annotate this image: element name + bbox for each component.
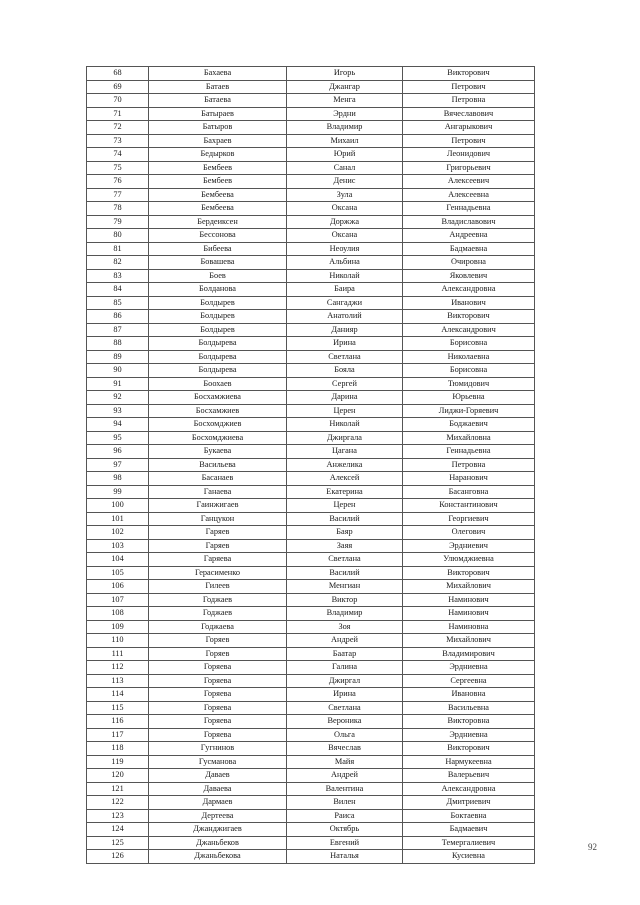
last-name-cell: Бахаева — [149, 67, 287, 81]
table-row — [87, 229, 535, 243]
row-number-cell: 119 — [87, 755, 149, 769]
table-row — [87, 404, 535, 418]
patronymic-cell: Борисовна — [403, 337, 535, 351]
first-name-cell: Михаил — [287, 134, 403, 148]
row-number-cell: 84 — [87, 283, 149, 297]
first-name-cell: Баяр — [287, 526, 403, 540]
row-number-cell: 73 — [87, 134, 149, 148]
last-name-cell: Боохаев — [149, 377, 287, 391]
first-name-cell: Доржжа — [287, 215, 403, 229]
patronymic-cell: Вячеславович — [403, 107, 535, 121]
last-name-cell: Годжаева — [149, 620, 287, 634]
last-name-cell: Бедырков — [149, 148, 287, 162]
first-name-cell: Сергей — [287, 377, 403, 391]
patronymic-cell: Викторович — [403, 67, 535, 81]
first-name-cell: Николай — [287, 269, 403, 283]
table-row — [87, 782, 535, 796]
row-number-cell: 100 — [87, 499, 149, 513]
first-name-cell: Вилен — [287, 796, 403, 810]
last-name-cell: Горяев — [149, 647, 287, 661]
patronymic-cell: Алексеевич — [403, 175, 535, 189]
last-name-cell: Горяева — [149, 728, 287, 742]
patronymic-cell: Бадмаевич — [403, 823, 535, 837]
row-number-cell: 124 — [87, 823, 149, 837]
patronymic-cell: Викторович — [403, 566, 535, 580]
row-number-cell: 111 — [87, 647, 149, 661]
last-name-cell: Ганцукон — [149, 512, 287, 526]
patronymic-cell: Николаевна — [403, 350, 535, 364]
table-row — [87, 377, 535, 391]
patronymic-cell: Наминовна — [403, 620, 535, 634]
row-number-cell: 82 — [87, 256, 149, 270]
row-number-cell: 113 — [87, 674, 149, 688]
table-row — [87, 202, 535, 216]
patronymic-cell: Петровна — [403, 94, 535, 108]
patronymic-cell: Владимирович — [403, 647, 535, 661]
table-row — [87, 188, 535, 202]
first-name-cell: Бояла — [287, 364, 403, 378]
first-name-cell: Владимир — [287, 121, 403, 135]
last-name-cell: Бессонова — [149, 229, 287, 243]
patronymic-cell: Андреевна — [403, 229, 535, 243]
first-name-cell: Ирина — [287, 688, 403, 702]
table-row — [87, 256, 535, 270]
row-number-cell: 97 — [87, 458, 149, 472]
table-row — [87, 715, 535, 729]
first-name-cell: Неоулия — [287, 242, 403, 256]
table-row — [87, 175, 535, 189]
first-name-cell: Баира — [287, 283, 403, 297]
patronymic-cell: Александрович — [403, 323, 535, 337]
row-number-cell: 76 — [87, 175, 149, 189]
patronymic-cell: Михайловна — [403, 431, 535, 445]
row-number-cell: 88 — [87, 337, 149, 351]
last-name-cell: Болдырев — [149, 310, 287, 324]
patronymic-cell: Михайлович — [403, 634, 535, 648]
last-name-cell: Гаряев — [149, 539, 287, 553]
patronymic-cell: Петровна — [403, 458, 535, 472]
first-name-cell: Светлана — [287, 553, 403, 567]
table-row — [87, 607, 535, 621]
first-name-cell: Валентина — [287, 782, 403, 796]
row-number-cell: 92 — [87, 391, 149, 405]
patronymic-cell: Васильевна — [403, 701, 535, 715]
patronymic-cell: Боктаевна — [403, 809, 535, 823]
table-row — [87, 539, 535, 553]
row-number-cell: 93 — [87, 404, 149, 418]
last-name-cell: Джаньбеков — [149, 836, 287, 850]
patronymic-cell: Очировна — [403, 256, 535, 270]
patronymic-cell: Улюмджиевна — [403, 553, 535, 567]
row-number-cell: 99 — [87, 485, 149, 499]
last-name-cell: Болдырева — [149, 350, 287, 364]
row-number-cell: 77 — [87, 188, 149, 202]
row-number-cell: 79 — [87, 215, 149, 229]
first-name-cell: Владимир — [287, 607, 403, 621]
last-name-cell: Гилеев — [149, 580, 287, 594]
first-name-cell: Санал — [287, 161, 403, 175]
first-name-cell: Виктор — [287, 593, 403, 607]
table-row — [87, 728, 535, 742]
row-number-cell: 96 — [87, 445, 149, 459]
patronymic-cell: Ивановна — [403, 688, 535, 702]
row-number-cell: 70 — [87, 94, 149, 108]
page-number: 92 — [588, 842, 597, 852]
patronymic-cell: Александровна — [403, 782, 535, 796]
table-row — [87, 512, 535, 526]
last-name-cell: Басанаев — [149, 472, 287, 486]
table-row — [87, 647, 535, 661]
table-row — [87, 215, 535, 229]
patronymic-cell: Яковлевич — [403, 269, 535, 283]
row-number-cell: 80 — [87, 229, 149, 243]
patronymic-cell: Георгиевич — [403, 512, 535, 526]
table-row — [87, 283, 535, 297]
patronymic-cell: Петрович — [403, 134, 535, 148]
row-number-cell: 85 — [87, 296, 149, 310]
row-number-cell: 74 — [87, 148, 149, 162]
table-row — [87, 755, 535, 769]
row-number-cell: 90 — [87, 364, 149, 378]
row-number-cell: 69 — [87, 80, 149, 94]
first-name-cell: Вероника — [287, 715, 403, 729]
patronymic-cell: Константинович — [403, 499, 535, 513]
first-name-cell: Алексей — [287, 472, 403, 486]
row-number-cell: 91 — [87, 377, 149, 391]
last-name-cell: Босхамжиева — [149, 391, 287, 405]
patronymic-cell: Геннадьевна — [403, 202, 535, 216]
last-name-cell: Гугнинов — [149, 742, 287, 756]
last-name-cell: Джаньбекова — [149, 850, 287, 864]
last-name-cell: Даваев — [149, 769, 287, 783]
last-name-cell: Горяева — [149, 715, 287, 729]
last-name-cell: Даваева — [149, 782, 287, 796]
first-name-cell: Зоя — [287, 620, 403, 634]
table-row — [87, 796, 535, 810]
row-number-cell: 103 — [87, 539, 149, 553]
patronymic-cell: Юрьевна — [403, 391, 535, 405]
table-row — [87, 836, 535, 850]
first-name-cell: Николай — [287, 418, 403, 432]
first-name-cell: Оксана — [287, 229, 403, 243]
patronymic-cell: Кусиевна — [403, 850, 535, 864]
table-row — [87, 553, 535, 567]
first-name-cell: Игорь — [287, 67, 403, 81]
row-number-cell: 102 — [87, 526, 149, 540]
row-number-cell: 115 — [87, 701, 149, 715]
first-name-cell: Василий — [287, 566, 403, 580]
table-row — [87, 350, 535, 364]
row-number-cell: 122 — [87, 796, 149, 810]
table-row — [87, 701, 535, 715]
table-row — [87, 485, 535, 499]
names-table — [86, 66, 535, 864]
row-number-cell: 105 — [87, 566, 149, 580]
first-name-cell: Менгиан — [287, 580, 403, 594]
patronymic-cell: Эрдниевна — [403, 661, 535, 675]
patronymic-cell: Борисовна — [403, 364, 535, 378]
patronymic-cell: Лиджи-Горяевич — [403, 404, 535, 418]
last-name-cell: Гаряев — [149, 526, 287, 540]
patronymic-cell: Леонидович — [403, 148, 535, 162]
row-number-cell: 101 — [87, 512, 149, 526]
table-row — [87, 526, 535, 540]
patronymic-cell: Григорьевич — [403, 161, 535, 175]
patronymic-cell: Дмитриевич — [403, 796, 535, 810]
last-name-cell: Босхомджиев — [149, 418, 287, 432]
row-number-cell: 95 — [87, 431, 149, 445]
row-number-cell: 112 — [87, 661, 149, 675]
names-table-body — [87, 67, 535, 864]
table-row — [87, 769, 535, 783]
patronymic-cell: Бадмаевна — [403, 242, 535, 256]
first-name-cell: Светлана — [287, 701, 403, 715]
last-name-cell: Букаева — [149, 445, 287, 459]
first-name-cell: Церен — [287, 499, 403, 513]
table-row — [87, 580, 535, 594]
first-name-cell: Вячеслав — [287, 742, 403, 756]
row-number-cell: 116 — [87, 715, 149, 729]
patronymic-cell: Сергеевна — [403, 674, 535, 688]
patronymic-cell: Ангарыкович — [403, 121, 535, 135]
last-name-cell: Горяева — [149, 661, 287, 675]
patronymic-cell: Наминович — [403, 607, 535, 621]
table-row — [87, 134, 535, 148]
table-row — [87, 809, 535, 823]
table-row — [87, 593, 535, 607]
first-name-cell: Зула — [287, 188, 403, 202]
row-number-cell: 120 — [87, 769, 149, 783]
row-number-cell: 87 — [87, 323, 149, 337]
last-name-cell: Босхамжиев — [149, 404, 287, 418]
last-name-cell: Гаряева — [149, 553, 287, 567]
table-row — [87, 364, 535, 378]
last-name-cell: Дармаев — [149, 796, 287, 810]
last-name-cell: Бахраев — [149, 134, 287, 148]
last-name-cell: Батыров — [149, 121, 287, 135]
table-row — [87, 310, 535, 324]
row-number-cell: 114 — [87, 688, 149, 702]
row-number-cell: 108 — [87, 607, 149, 621]
last-name-cell: Горяева — [149, 701, 287, 715]
last-name-cell: Бембеев — [149, 175, 287, 189]
table-row — [87, 620, 535, 634]
table-row — [87, 458, 535, 472]
last-name-cell: Болдырев — [149, 323, 287, 337]
patronymic-cell: Боджаевич — [403, 418, 535, 432]
last-name-cell: Болдырев — [149, 296, 287, 310]
table-row — [87, 148, 535, 162]
first-name-cell: Денис — [287, 175, 403, 189]
table-row — [87, 499, 535, 513]
first-name-cell: Данияр — [287, 323, 403, 337]
patronymic-cell: Иванович — [403, 296, 535, 310]
first-name-cell: Эрдни — [287, 107, 403, 121]
first-name-cell: Раиса — [287, 809, 403, 823]
row-number-cell: 72 — [87, 121, 149, 135]
table-row — [87, 107, 535, 121]
row-number-cell: 75 — [87, 161, 149, 175]
table-row — [87, 823, 535, 837]
last-name-cell: Болданова — [149, 283, 287, 297]
row-number-cell: 71 — [87, 107, 149, 121]
row-number-cell: 121 — [87, 782, 149, 796]
last-name-cell: Дертеева — [149, 809, 287, 823]
first-name-cell: Майя — [287, 755, 403, 769]
row-number-cell: 98 — [87, 472, 149, 486]
patronymic-cell: Петрович — [403, 80, 535, 94]
first-name-cell: Менга — [287, 94, 403, 108]
table-row — [87, 242, 535, 256]
first-name-cell: Джиргала — [287, 431, 403, 445]
first-name-cell: Сангаджи — [287, 296, 403, 310]
patronymic-cell: Басанговна — [403, 485, 535, 499]
first-name-cell: Баатар — [287, 647, 403, 661]
table-row — [87, 431, 535, 445]
row-number-cell: 107 — [87, 593, 149, 607]
patronymic-cell: Наранович — [403, 472, 535, 486]
last-name-cell: Боев — [149, 269, 287, 283]
last-name-cell: Батаев — [149, 80, 287, 94]
last-name-cell: Бембеев — [149, 161, 287, 175]
row-number-cell: 109 — [87, 620, 149, 634]
table-row — [87, 661, 535, 675]
first-name-cell: Оксана — [287, 202, 403, 216]
table-row — [87, 742, 535, 756]
first-name-cell: Дарина — [287, 391, 403, 405]
patronymic-cell: Алексеевна — [403, 188, 535, 202]
last-name-cell: Батыраев — [149, 107, 287, 121]
table-row — [87, 391, 535, 405]
first-name-cell: Василий — [287, 512, 403, 526]
first-name-cell: Наталья — [287, 850, 403, 864]
last-name-cell: Босхомджиева — [149, 431, 287, 445]
table-row — [87, 296, 535, 310]
row-number-cell: 68 — [87, 67, 149, 81]
last-name-cell: Горяева — [149, 674, 287, 688]
first-name-cell: Андрей — [287, 634, 403, 648]
first-name-cell: Андрей — [287, 769, 403, 783]
last-name-cell: Джанджигаев — [149, 823, 287, 837]
table-row — [87, 472, 535, 486]
row-number-cell: 125 — [87, 836, 149, 850]
last-name-cell: Горяев — [149, 634, 287, 648]
last-name-cell: Батаева — [149, 94, 287, 108]
first-name-cell: Анатолий — [287, 310, 403, 324]
table-row — [87, 337, 535, 351]
last-name-cell: Годжаев — [149, 607, 287, 621]
last-name-cell: Бембеева — [149, 202, 287, 216]
row-number-cell: 118 — [87, 742, 149, 756]
patronymic-cell: Александровна — [403, 283, 535, 297]
patronymic-cell: Викторович — [403, 310, 535, 324]
first-name-cell: Анжелика — [287, 458, 403, 472]
patronymic-cell: Тюмидович — [403, 377, 535, 391]
patronymic-cell: Эрдниевич — [403, 539, 535, 553]
last-name-cell: Бибеева — [149, 242, 287, 256]
last-name-cell: Гусманова — [149, 755, 287, 769]
row-number-cell: 83 — [87, 269, 149, 283]
row-number-cell: 106 — [87, 580, 149, 594]
last-name-cell: Герасименко — [149, 566, 287, 580]
table-row — [87, 850, 535, 864]
first-name-cell: Джангар — [287, 80, 403, 94]
patronymic-cell: Викторовна — [403, 715, 535, 729]
row-number-cell: 110 — [87, 634, 149, 648]
table-row — [87, 121, 535, 135]
row-number-cell: 123 — [87, 809, 149, 823]
table-row — [87, 80, 535, 94]
patronymic-cell: Нармукеевна — [403, 755, 535, 769]
last-name-cell: Горяева — [149, 688, 287, 702]
last-name-cell: Болдырева — [149, 364, 287, 378]
first-name-cell: Джиргал — [287, 674, 403, 688]
patronymic-cell: Темергалиевич — [403, 836, 535, 850]
patronymic-cell: Викторович — [403, 742, 535, 756]
last-name-cell: Бовашева — [149, 256, 287, 270]
table-row — [87, 161, 535, 175]
row-number-cell: 117 — [87, 728, 149, 742]
last-name-cell: Васильева — [149, 458, 287, 472]
table-row — [87, 566, 535, 580]
patronymic-cell: Валерьевич — [403, 769, 535, 783]
table-row — [87, 418, 535, 432]
row-number-cell: 94 — [87, 418, 149, 432]
last-name-cell: Ганаева — [149, 485, 287, 499]
patronymic-cell: Михайлович — [403, 580, 535, 594]
first-name-cell: Юрий — [287, 148, 403, 162]
patronymic-cell: Олегович — [403, 526, 535, 540]
row-number-cell: 104 — [87, 553, 149, 567]
table-row — [87, 634, 535, 648]
row-number-cell: 89 — [87, 350, 149, 364]
table-row — [87, 674, 535, 688]
patronymic-cell: Наминович — [403, 593, 535, 607]
first-name-cell: Церен — [287, 404, 403, 418]
table-row — [87, 269, 535, 283]
row-number-cell: 81 — [87, 242, 149, 256]
first-name-cell: Заяя — [287, 539, 403, 553]
table-row — [87, 323, 535, 337]
last-name-cell: Бердеиксен — [149, 215, 287, 229]
first-name-cell: Евгений — [287, 836, 403, 850]
first-name-cell: Галина — [287, 661, 403, 675]
first-name-cell: Ирина — [287, 337, 403, 351]
row-number-cell: 126 — [87, 850, 149, 864]
first-name-cell: Ольга — [287, 728, 403, 742]
last-name-cell: Бембеева — [149, 188, 287, 202]
first-name-cell: Альбина — [287, 256, 403, 270]
last-name-cell: Гаинжигаев — [149, 499, 287, 513]
first-name-cell: Светлана — [287, 350, 403, 364]
first-name-cell: Октябрь — [287, 823, 403, 837]
first-name-cell: Цагана — [287, 445, 403, 459]
last-name-cell: Болдырева — [149, 337, 287, 351]
table-row — [87, 445, 535, 459]
patronymic-cell: Владиславович — [403, 215, 535, 229]
patronymic-cell: Геннадьевна — [403, 445, 535, 459]
table-row — [87, 688, 535, 702]
last-name-cell: Годжаев — [149, 593, 287, 607]
table-row — [87, 67, 535, 81]
table-row — [87, 94, 535, 108]
first-name-cell: Екатерина — [287, 485, 403, 499]
row-number-cell: 86 — [87, 310, 149, 324]
patronymic-cell: Эрдниевна — [403, 728, 535, 742]
row-number-cell: 78 — [87, 202, 149, 216]
